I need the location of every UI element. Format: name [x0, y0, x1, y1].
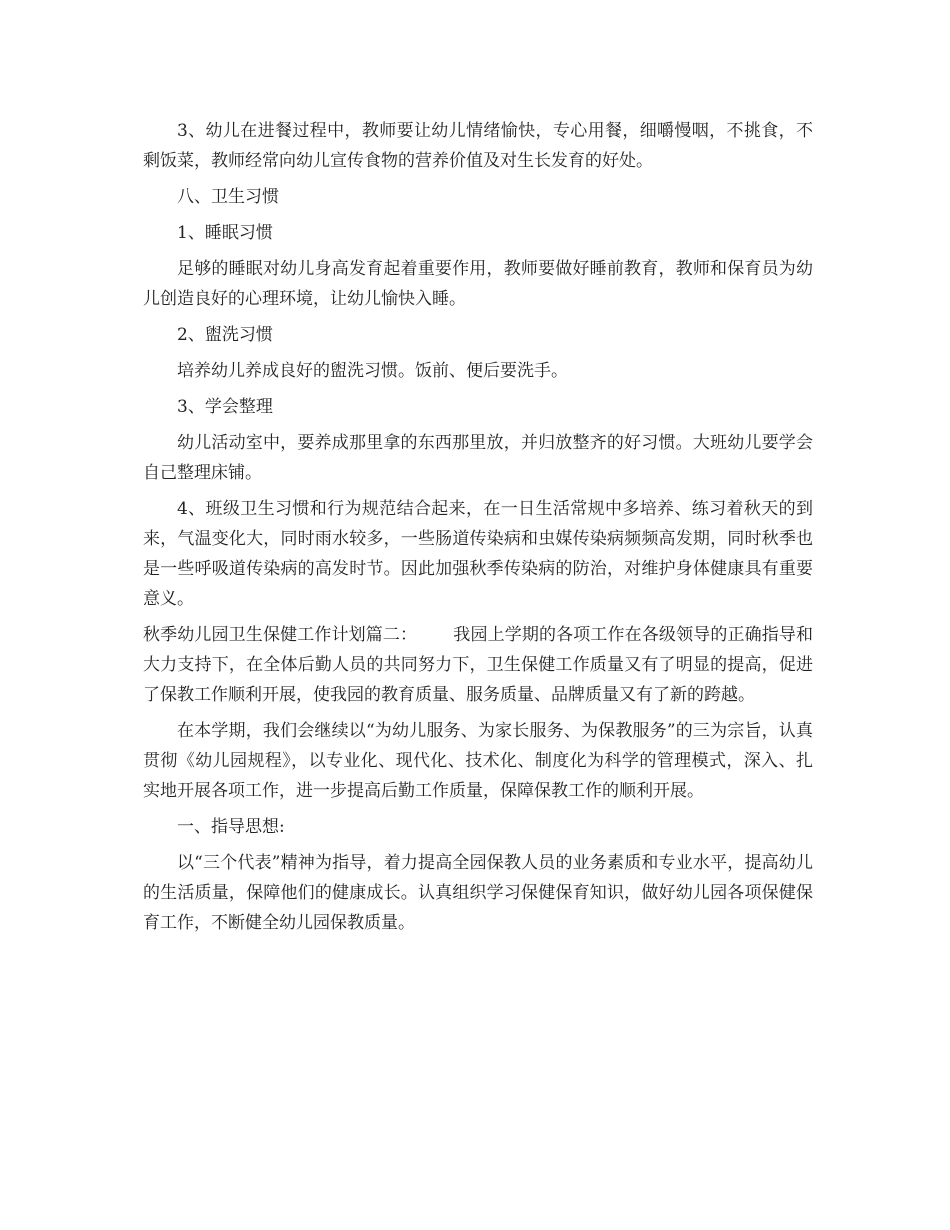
paragraph-sleep: 足够的睡眠对幼儿身高发育起着重要作用，教师要做好睡前教育，教师和保育员为幼儿创造良好的心理环境，让幼儿愉快入睡。 [143, 259, 813, 309]
paragraph-tidying: 幼儿活动室中，要养成那里拿的东西那里放，并归放整齐的好习惯。大班幼儿要学会自己整理床铺。 [143, 433, 813, 483]
paragraph-guiding-ideology: 以“三个代表”精神为指导，着力提高全园保教人员的业务素质和专业水平，提高幼儿的生活质量，保障他们的健康成长。认真组织学习保健保育知识，做好幼儿园各项保健保育工作，不断健全幼儿园保教质量。 [143, 853, 813, 933]
plan-two-text: 我园上学期的各项工作在各级领导的正确指导和大力支持下，在全体后勤人员的共同努力下，卫生保健工作质量又有了明显的提高，促进了保教工作顺利开展，使我园的教育质量、服务质量、品牌质量又有了新的跨越。 [143, 625, 814, 705]
heading-guiding-ideology: 一、指导思想: [177, 817, 285, 837]
paragraph-washing: 培养幼儿养成良好的盥洗习惯。饭前、便后要洗手。 [177, 361, 568, 381]
plan-two-title: 秋季幼儿园卫生保健工作计划篇二： [143, 625, 418, 645]
paragraph-this-semester: 在本学期，我们会继续以“为幼儿服务、为家长服务、为保教服务”的三为宗旨，认真贯彻《幼儿园规程》，以专业化、现代化、技术化、制度化为科学的管理模式，深入、扎实地开展各项工作，进一步提高后勤工作质量，保障保教工作的顺利开展。 [143, 721, 813, 801]
paragraph-plan-two [143, 620, 813, 710]
heading-hygiene-habits: 八、卫生习惯 [177, 187, 279, 207]
paragraph-meal-habits: 3、幼儿在进餐过程中，教师要让幼儿情绪愉快，专心用餐，细嚼慢咽，不挑食，不剩饭菜，教师经常向幼儿宣传食物的营养价值及对生长发育的好处。 [143, 121, 813, 171]
document-body [143, 116, 813, 944]
heading-sleep-habits: 1、睡眠习惯 [177, 223, 273, 243]
heading-washing-habits: 2、盥洗习惯 [177, 325, 273, 345]
paragraph-class-hygiene: 4、班级卫生习惯和行为规范结合起来，在一日生活常规中多培养、练习着秋天的到来，气温变化大，同时雨水较多，一些肠道传染病和虫媒传染病频频高发期，同时秋季也是一些呼吸道传染病的高发时节。因此加强秋季传染病的防治，对维护身体健康具有重要意义。 [143, 499, 813, 609]
heading-tidying: 3、学会整理 [177, 397, 273, 417]
